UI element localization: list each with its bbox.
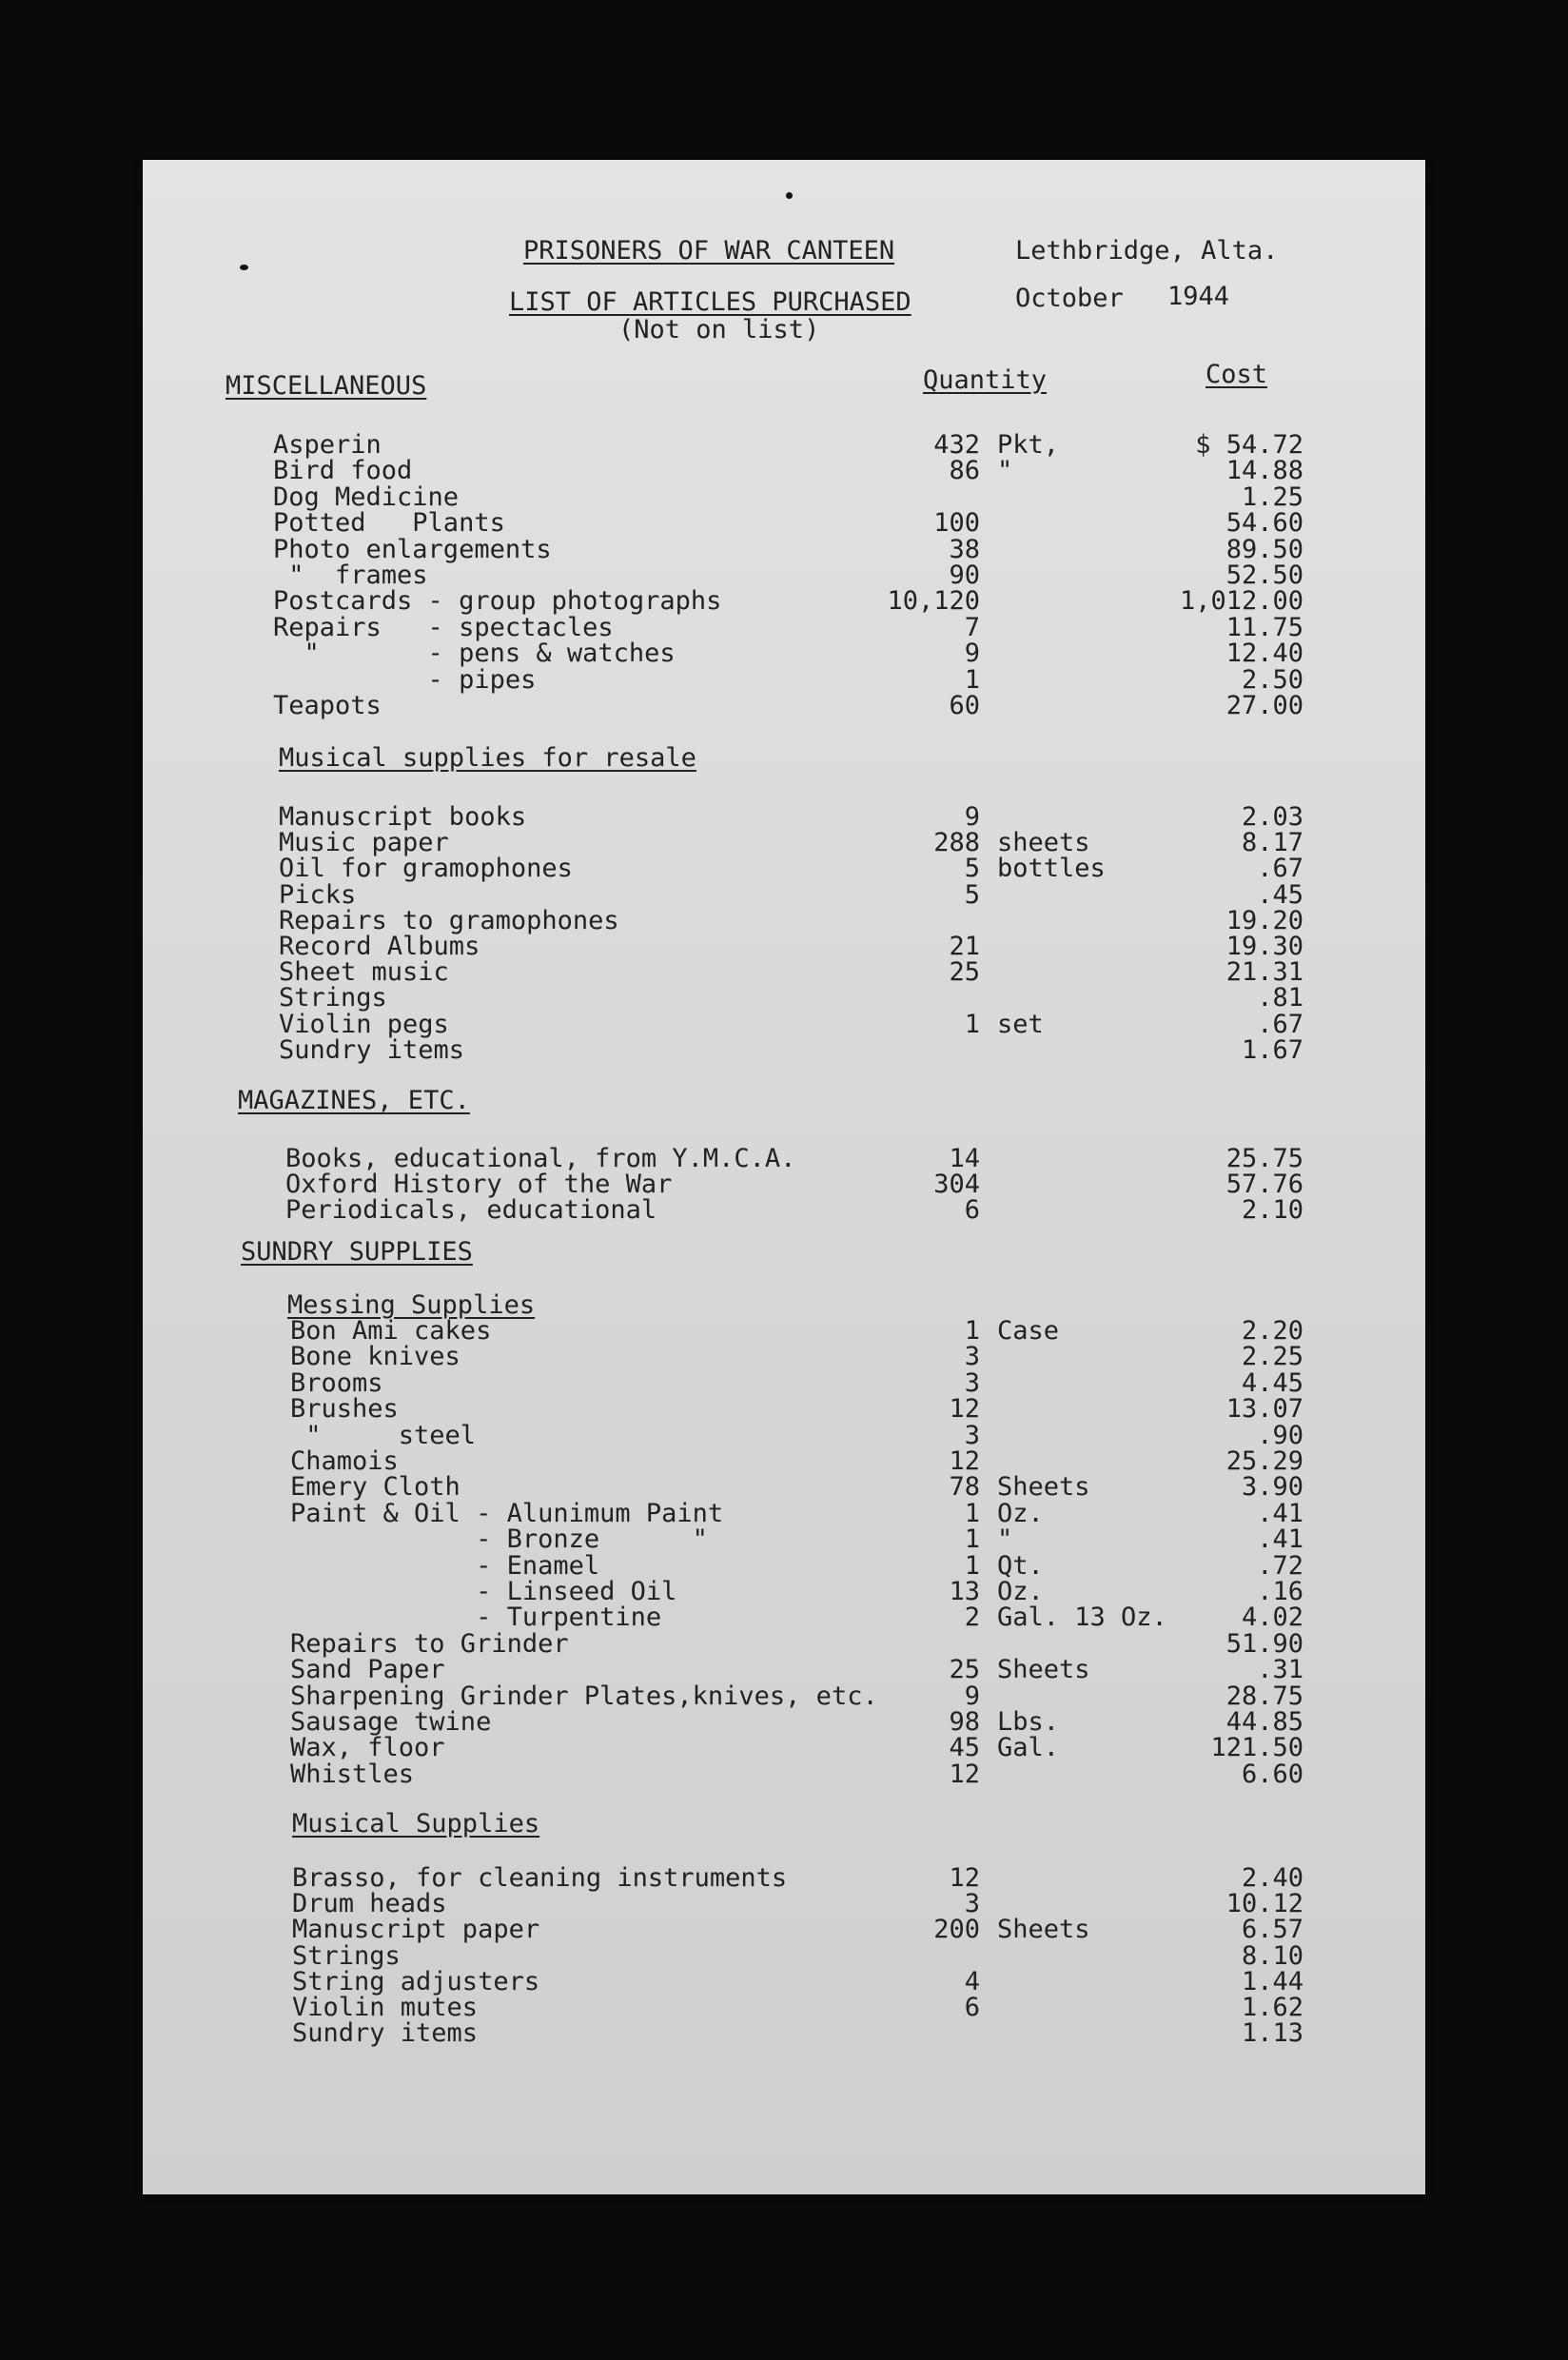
item-name: - pipes bbox=[273, 665, 537, 695]
item-quantity: 2 bbox=[964, 1603, 980, 1632]
item-cost: 28.75 bbox=[1225, 1682, 1303, 1711]
item-name: Repairs to Grinder bbox=[290, 1629, 569, 1659]
item-cost: 19.20 bbox=[1225, 906, 1303, 935]
item-unit: bottles bbox=[997, 854, 1106, 883]
item-cost: $ 54.72 bbox=[1195, 430, 1303, 460]
item-cost: 89.50 bbox=[1225, 535, 1303, 564]
item-name: Manuscript books bbox=[279, 802, 527, 832]
item-cost: 10.12 bbox=[1225, 1889, 1303, 1918]
column-header-cost: Cost bbox=[1205, 360, 1268, 389]
item-name: " steel bbox=[290, 1421, 477, 1450]
ink-speck bbox=[240, 265, 248, 270]
item-unit: Sheets bbox=[997, 1915, 1090, 1944]
item-cost: 11.75 bbox=[1225, 613, 1303, 642]
document-subtitle: LIST OF ARTICLES PURCHASED bbox=[509, 287, 911, 317]
item-name: Postcards - group photographs bbox=[273, 586, 722, 616]
item-name: Oil for gramophones bbox=[279, 854, 573, 883]
item-name: Repairs to gramophones bbox=[279, 906, 619, 935]
item-quantity: 4 bbox=[964, 1967, 980, 1996]
item-name: Sheet music bbox=[279, 957, 449, 987]
item-name: Brushes bbox=[290, 1394, 399, 1424]
item-name: Periodicals, educational bbox=[285, 1195, 657, 1225]
item-unit: sheets bbox=[997, 828, 1090, 857]
item-name: - Turpentine bbox=[290, 1603, 662, 1632]
item-unit: Gal. 13 Oz. bbox=[997, 1603, 1167, 1632]
item-cost: 8.17 bbox=[1241, 828, 1303, 857]
item-cost: 121.50 bbox=[1210, 1733, 1303, 1762]
item-cost: 51.90 bbox=[1225, 1629, 1303, 1659]
item-name: Sundry items bbox=[279, 1035, 465, 1065]
item-quantity: 13 bbox=[949, 1577, 980, 1606]
item-quantity: 25 bbox=[949, 1655, 980, 1684]
item-quantity: 14 bbox=[949, 1144, 980, 1173]
item-quantity: 200 bbox=[933, 1915, 980, 1944]
item-name: Violin mutes bbox=[292, 1993, 479, 2022]
item-name: Potted Plants bbox=[273, 508, 505, 538]
item-quantity: 90 bbox=[949, 560, 980, 590]
item-name: Whistles bbox=[290, 1760, 415, 1789]
item-cost: 12.40 bbox=[1225, 639, 1303, 668]
document-note: (Not on list) bbox=[618, 315, 820, 344]
item-cost: 57.76 bbox=[1225, 1170, 1303, 1199]
item-quantity: 9 bbox=[964, 1682, 980, 1711]
item-unit: " bbox=[997, 1524, 1013, 1554]
item-name: Wax, floor bbox=[290, 1733, 445, 1762]
item-cost: .67 bbox=[1257, 1010, 1303, 1039]
item-cost: 2.50 bbox=[1241, 665, 1303, 695]
item-quantity: 7 bbox=[964, 613, 980, 642]
item-cost: 21.31 bbox=[1225, 957, 1303, 987]
item-name: Sausage twine bbox=[290, 1707, 492, 1737]
item-cost: 8.10 bbox=[1241, 1941, 1303, 1971]
item-quantity: 432 bbox=[933, 430, 980, 460]
item-name: Bird food bbox=[273, 456, 413, 485]
document-location: Lethbridge, Alta. bbox=[1015, 236, 1279, 266]
item-cost: 2.20 bbox=[1241, 1316, 1303, 1346]
item-unit: Pkt, bbox=[997, 430, 1060, 460]
item-quantity: 3 bbox=[964, 1889, 980, 1918]
item-quantity: 1 bbox=[964, 1551, 980, 1581]
section-heading: Musical supplies for resale bbox=[279, 743, 696, 773]
item-name: Sundry items bbox=[292, 2018, 479, 2048]
item-quantity: 21 bbox=[949, 932, 980, 961]
item-quantity: 12 bbox=[949, 1446, 980, 1476]
item-quantity: 3 bbox=[964, 1342, 980, 1371]
item-quantity: 1 bbox=[964, 665, 980, 695]
item-quantity: 60 bbox=[949, 691, 980, 720]
item-cost: 4.45 bbox=[1241, 1368, 1303, 1398]
document-title: PRISONERS OF WAR CANTEEN bbox=[523, 236, 895, 266]
document-year: 1944 bbox=[1167, 282, 1230, 311]
item-cost: 3.90 bbox=[1241, 1472, 1303, 1502]
item-cost: 1,012.00 bbox=[1179, 586, 1303, 616]
item-name: Teapots bbox=[273, 691, 382, 720]
item-cost: 4.02 bbox=[1241, 1603, 1303, 1632]
item-name: Sand Paper bbox=[290, 1655, 445, 1684]
item-cost: .41 bbox=[1257, 1524, 1303, 1554]
item-quantity: 5 bbox=[964, 880, 980, 910]
item-name: Bon Ami cakes bbox=[290, 1316, 492, 1346]
item-cost: 19.30 bbox=[1225, 932, 1303, 961]
section-heading: MISCELLANEOUS bbox=[225, 371, 427, 401]
item-name: Dog Medicine bbox=[273, 482, 460, 512]
item-name: Brooms bbox=[290, 1368, 383, 1398]
item-cost: 2.03 bbox=[1241, 802, 1303, 832]
item-unit: Case bbox=[997, 1316, 1060, 1346]
item-quantity: 288 bbox=[933, 828, 980, 857]
item-unit: Sheets bbox=[997, 1472, 1090, 1502]
item-cost: 6.57 bbox=[1241, 1915, 1303, 1944]
item-quantity: 12 bbox=[949, 1394, 980, 1424]
item-name: Chamois bbox=[290, 1446, 399, 1476]
item-cost: .90 bbox=[1257, 1421, 1303, 1450]
item-quantity: 25 bbox=[949, 957, 980, 987]
item-quantity: 1 bbox=[964, 1524, 980, 1554]
item-cost: .45 bbox=[1257, 880, 1303, 910]
item-quantity: 6 bbox=[964, 1993, 980, 2022]
item-quantity: 78 bbox=[949, 1472, 980, 1502]
item-quantity: 9 bbox=[964, 639, 980, 668]
document-month: October bbox=[1015, 284, 1124, 313]
item-name: " - pens & watches bbox=[273, 639, 676, 668]
item-quantity: 9 bbox=[964, 802, 980, 832]
item-unit: set bbox=[997, 1010, 1044, 1039]
item-quantity: 1 bbox=[964, 1010, 980, 1039]
section-heading: MAGAZINES, ETC. bbox=[238, 1086, 470, 1115]
item-name: Music paper bbox=[279, 828, 449, 857]
item-cost: 25.29 bbox=[1225, 1446, 1303, 1476]
item-name: Repairs - spectacles bbox=[273, 613, 614, 642]
item-quantity: 12 bbox=[949, 1863, 980, 1893]
item-quantity: 38 bbox=[949, 535, 980, 564]
item-cost: 1.44 bbox=[1241, 1967, 1303, 1996]
item-quantity: 98 bbox=[949, 1707, 980, 1737]
item-quantity: 1 bbox=[964, 1499, 980, 1528]
item-name: Strings bbox=[279, 983, 387, 1013]
item-name: - Linseed Oil bbox=[290, 1577, 677, 1606]
item-cost: 1.13 bbox=[1241, 2018, 1303, 2048]
item-name: Oxford History of the War bbox=[285, 1170, 673, 1199]
item-unit: Qt. bbox=[997, 1551, 1044, 1581]
item-quantity: 10,120 bbox=[887, 586, 980, 616]
item-name: Books, educational, from Y.M.C.A. bbox=[285, 1144, 796, 1173]
item-cost: 27.00 bbox=[1225, 691, 1303, 720]
item-cost: 1.62 bbox=[1241, 1993, 1303, 2022]
item-name: Manuscript paper bbox=[292, 1915, 540, 1944]
item-unit: Lbs. bbox=[997, 1707, 1060, 1737]
item-name: Strings bbox=[292, 1941, 401, 1971]
item-cost: .41 bbox=[1257, 1499, 1303, 1528]
ink-speck bbox=[786, 192, 793, 199]
item-quantity: 12 bbox=[949, 1760, 980, 1789]
item-unit: Oz. bbox=[997, 1499, 1044, 1528]
item-cost: 1.67 bbox=[1241, 1035, 1303, 1065]
item-name: Emery Cloth bbox=[290, 1472, 461, 1502]
item-quantity: 1 bbox=[964, 1316, 980, 1346]
item-name: - Bronze " bbox=[290, 1524, 708, 1554]
item-cost: 13.07 bbox=[1225, 1394, 1303, 1424]
item-quantity: 45 bbox=[949, 1733, 980, 1762]
item-cost: 2.10 bbox=[1241, 1195, 1303, 1225]
item-unit: Sheets bbox=[997, 1655, 1090, 1684]
item-name: Brasso, for cleaning instruments bbox=[292, 1863, 788, 1893]
item-cost: 2.25 bbox=[1241, 1342, 1303, 1371]
item-cost: 6.60 bbox=[1241, 1760, 1303, 1789]
item-unit: " bbox=[997, 456, 1013, 485]
item-name: Bone knives bbox=[290, 1342, 461, 1371]
item-cost: 14.88 bbox=[1225, 456, 1303, 485]
item-quantity: 3 bbox=[964, 1421, 980, 1450]
section-heading: Musical Supplies bbox=[292, 1809, 540, 1839]
item-cost: .16 bbox=[1257, 1577, 1303, 1606]
item-quantity: 100 bbox=[933, 508, 980, 538]
item-name: Drum heads bbox=[292, 1889, 447, 1918]
item-cost: 52.50 bbox=[1225, 560, 1303, 590]
item-unit: Oz. bbox=[997, 1577, 1044, 1606]
item-unit: Gal. bbox=[997, 1733, 1060, 1762]
item-quantity: 304 bbox=[933, 1170, 980, 1199]
item-name: Photo enlargements bbox=[273, 535, 552, 564]
item-cost: .81 bbox=[1257, 983, 1303, 1013]
item-name: Violin pegs bbox=[279, 1010, 449, 1039]
item-name: String adjusters bbox=[292, 1967, 540, 1996]
section-heading: SUNDRY SUPPLIES bbox=[241, 1237, 473, 1267]
item-cost: 54.60 bbox=[1225, 508, 1303, 538]
item-quantity: 5 bbox=[964, 854, 980, 883]
item-name: Paint & Oil - Alunimum Paint bbox=[290, 1499, 724, 1528]
item-name: - Enamel bbox=[290, 1551, 600, 1581]
item-name: Asperin bbox=[273, 430, 382, 460]
item-cost: 1.25 bbox=[1241, 482, 1303, 512]
item-name: Sharpening Grinder Plates,knives, etc. bbox=[290, 1682, 878, 1711]
item-cost: .31 bbox=[1257, 1655, 1303, 1684]
item-cost: 2.40 bbox=[1241, 1863, 1303, 1893]
item-cost: 25.75 bbox=[1225, 1144, 1303, 1173]
item-quantity: 6 bbox=[964, 1195, 980, 1225]
item-name: Record Albums bbox=[279, 932, 480, 961]
column-header-quantity: Quantity bbox=[923, 365, 1048, 395]
section-heading: Messing Supplies bbox=[287, 1290, 536, 1320]
item-quantity: 86 bbox=[949, 456, 980, 485]
item-name: Picks bbox=[279, 880, 357, 910]
item-cost: .67 bbox=[1257, 854, 1303, 883]
item-name: " frames bbox=[273, 560, 428, 590]
document-page bbox=[143, 160, 1425, 2194]
item-quantity: 3 bbox=[964, 1368, 980, 1398]
item-cost: 44.85 bbox=[1225, 1707, 1303, 1737]
item-cost: .72 bbox=[1257, 1551, 1303, 1581]
